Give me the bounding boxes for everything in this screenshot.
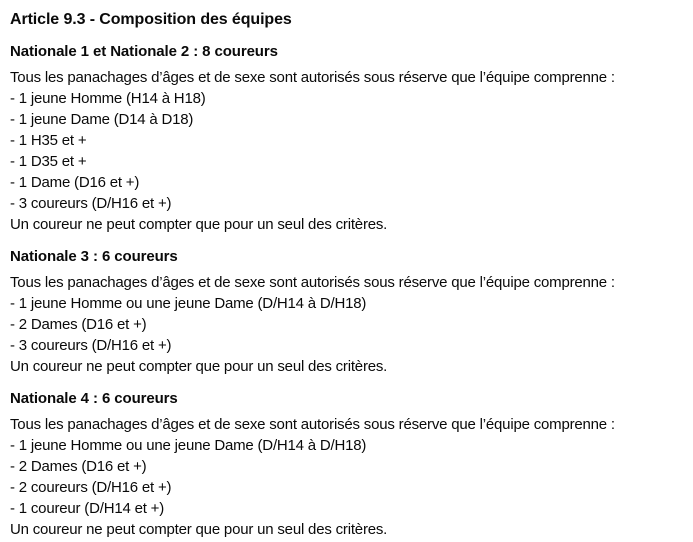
section-note: Un coureur ne peut compter que pour un seul des critères. bbox=[10, 216, 388, 233]
list-item: - 1 coureur (D/H14 et +) bbox=[10, 500, 165, 517]
section-heading: Nationale 3 : 6 coureurs bbox=[10, 248, 178, 265]
list-item: - 1 jeune Homme ou une jeune Dame (D/H14 à D/H18) bbox=[10, 295, 367, 312]
section-note: Un coureur ne peut compter que pour un seul des critères. bbox=[10, 358, 388, 375]
list-item: - 1 jeune Homme (H14 à H18) bbox=[10, 90, 206, 107]
section-heading: Nationale 1 et Nationale 2 : 8 coureurs bbox=[10, 43, 278, 60]
section-nationale-3 bbox=[10, 247, 681, 377]
section-nationale-1-2 bbox=[10, 42, 681, 235]
list-item: - 3 coureurs (D/H16 et +) bbox=[10, 337, 172, 354]
list-item: - 1 H35 et + bbox=[10, 132, 87, 149]
section-intro: Tous les panachages d’âges et de sexe sont autorisés sous réserve que l’équipe comprenne : bbox=[10, 416, 615, 433]
list-item: - 2 Dames (D16 et +) bbox=[10, 458, 147, 475]
section-nationale-4 bbox=[10, 389, 681, 540]
section-heading: Nationale 4 : 6 coureurs bbox=[10, 390, 178, 407]
list-item: - 1 jeune Dame (D14 à D18) bbox=[10, 111, 194, 128]
section-note: Un coureur ne peut compter que pour un seul des critères. bbox=[10, 521, 388, 538]
list-item: - 2 coureurs (D/H16 et +) bbox=[10, 479, 172, 496]
list-item: - 3 coureurs (D/H16 et +) bbox=[10, 195, 172, 212]
section-intro: Tous les panachages d’âges et de sexe sont autorisés sous réserve que l’équipe comprenne : bbox=[10, 69, 615, 86]
list-item: - 1 Dame (D16 et +) bbox=[10, 174, 140, 191]
section-intro: Tous les panachages d’âges et de sexe sont autorisés sous réserve que l’équipe comprenne : bbox=[10, 274, 615, 291]
list-item: - 1 D35 et + bbox=[10, 153, 87, 170]
article-title: Article 9.3 - Composition des équipes bbox=[10, 11, 292, 28]
list-item: - 2 Dames (D16 et +) bbox=[10, 316, 147, 333]
list-item: - 1 jeune Homme ou une jeune Dame (D/H14 à D/H18) bbox=[10, 437, 367, 454]
